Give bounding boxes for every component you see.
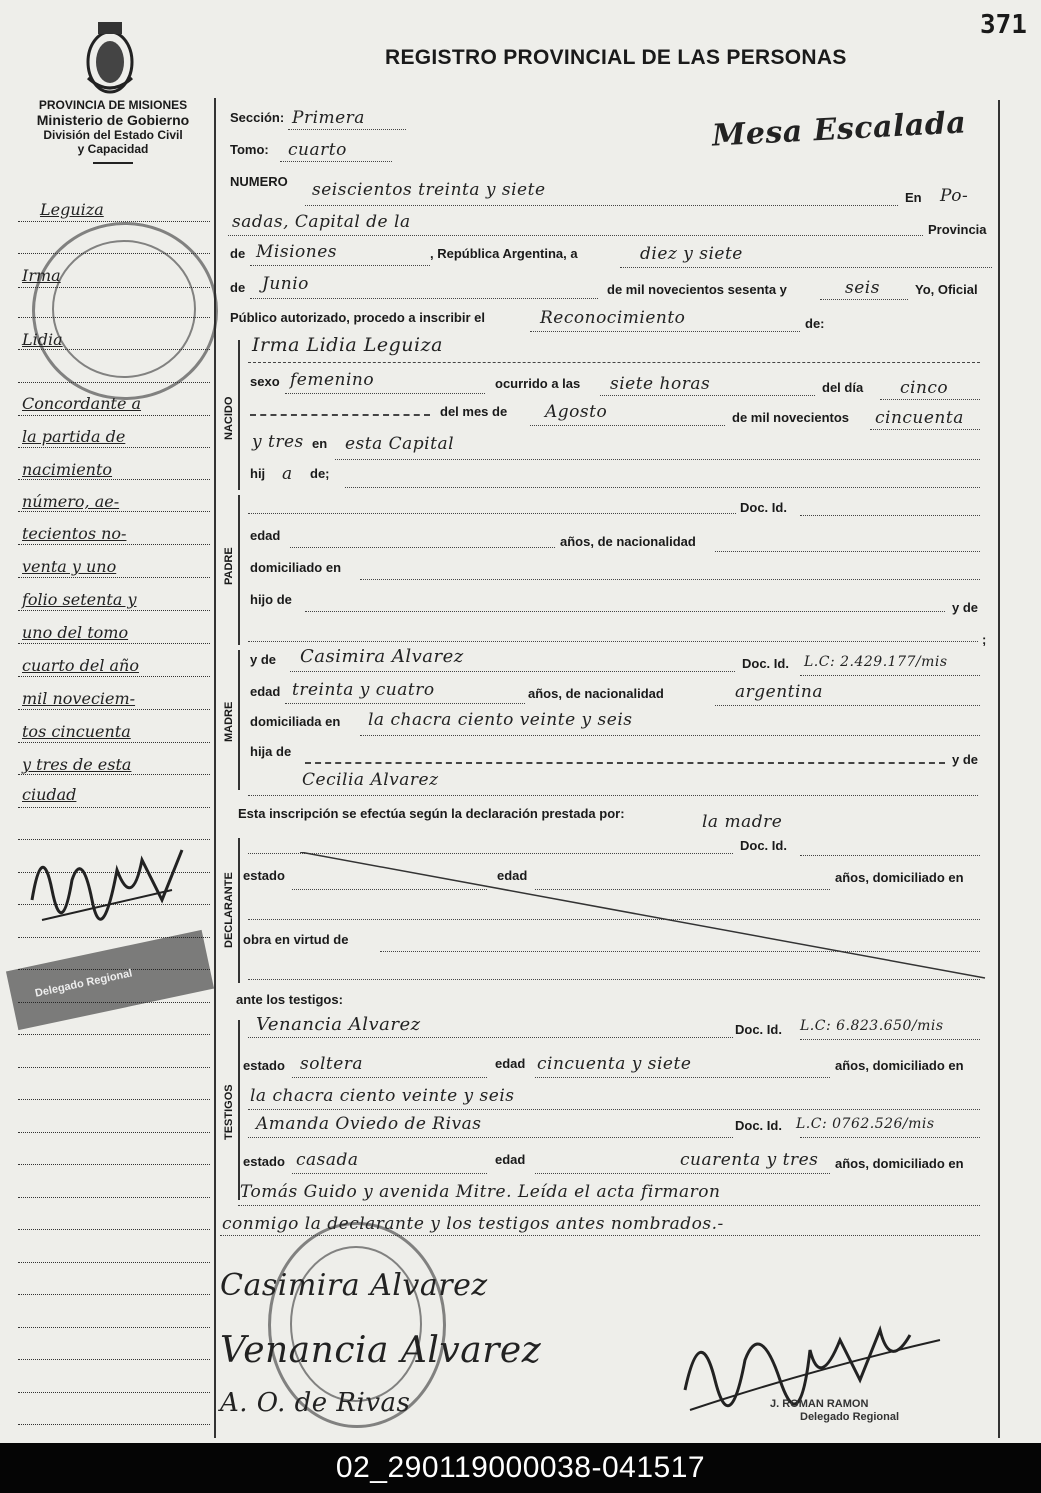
madre-nac-line	[715, 704, 980, 706]
testigo-1-domicilio-line	[248, 1108, 980, 1110]
lugar-line	[335, 458, 980, 460]
anio-value: seis	[845, 278, 880, 298]
madre-anios-label: años, de nacionalidad	[528, 686, 664, 701]
testigo-1-doc-line	[800, 1038, 980, 1040]
testigo-1-doc-label: Doc. Id.	[735, 1022, 782, 1037]
testigos-bracket	[238, 1020, 240, 1200]
testigo-2-doc-value: L.C: 0762.526/mis	[796, 1116, 935, 1132]
testigo-1-estado-line	[292, 1076, 487, 1078]
testigo-2-estado-value: casada	[296, 1150, 359, 1170]
seccion-label: Sección:	[230, 110, 285, 125]
issuer-ministry: Ministerio de Gobierno	[36, 112, 190, 128]
madre-yde-label-2: y de	[952, 752, 979, 767]
testigo-2-doc-line	[800, 1136, 980, 1138]
testigos-cierre: conmigo la declarante y los testigos antes nombrados.-	[222, 1214, 724, 1234]
testigo-1-nombre: Venancia Alvarez	[256, 1014, 421, 1035]
margin-note: folio setenta y	[22, 590, 137, 609]
nacido-nombre-line	[248, 362, 980, 363]
testigo-2-domicilio: Tomás Guido y avenida Mitre. Leída el acta firmaron	[240, 1182, 721, 1202]
republica-label: , República Argentina, a	[430, 246, 578, 261]
dia-value: diez y siete	[640, 244, 743, 264]
mil-label: de mil novecientos sesenta y	[607, 282, 787, 297]
declarante-section-label: DECLARANTE	[223, 872, 235, 948]
anio-nac-value-2: y tres	[252, 432, 304, 452]
madre-nacionalidad-value: argentina	[735, 682, 824, 702]
tomo-label: Tomo:	[230, 142, 269, 157]
madre-doc-value: L.C: 2.429.177/mis	[804, 654, 948, 670]
testigo-1-edad-label: edad	[495, 1056, 526, 1071]
dia-nac-value: cinco	[900, 378, 949, 398]
padre-hijo-label: hijo de	[250, 592, 292, 607]
madre-doc-label: Doc. Id.	[742, 656, 789, 671]
testigo-2-edad-value: cuarenta y tres	[680, 1150, 819, 1170]
margin-note: Irma	[22, 266, 61, 285]
signature-top: Mesa Escalada	[711, 105, 968, 154]
padre-hijo-line	[305, 610, 945, 612]
hij-line	[345, 486, 980, 488]
nacido-bracket	[238, 340, 240, 490]
issuer-divider	[93, 162, 133, 164]
margin-note: Lidia	[22, 330, 63, 349]
provincia-line	[250, 264, 430, 266]
official-stamp	[770, 1398, 899, 1424]
declarante-anios-label: años, domiciliado en	[835, 870, 964, 885]
margin-note: tecientos no-	[22, 524, 127, 543]
declaracion-doc-label: Doc. Id.	[740, 838, 787, 853]
dia-line	[620, 266, 992, 268]
dia-nac-line	[880, 398, 980, 400]
madre-yde-label: y de	[250, 652, 277, 667]
padre-bracket	[238, 495, 240, 645]
anio-line	[820, 298, 908, 300]
provincia-label: Provincia	[928, 222, 987, 237]
hora-line	[600, 394, 815, 396]
de-label-2: de	[230, 280, 246, 295]
testigo-2-doc-label: Doc. Id.	[735, 1118, 782, 1133]
testigo-2-anios-label: años, domiciliado en	[835, 1156, 964, 1171]
ocurrido-label: ocurrido a las	[495, 376, 581, 391]
nacido-nombre: Irma Lidia Leguiza	[252, 334, 443, 356]
issuer-division: División del Estado Civil	[43, 128, 183, 142]
padre-nombre-line	[248, 512, 736, 514]
margin-note: Leguiza	[40, 200, 104, 219]
testigo-2-estado-line	[292, 1172, 487, 1174]
madre-nombre-line	[290, 670, 735, 672]
declaracion-value: la madre	[702, 812, 783, 832]
madre-hija-label: hija de	[250, 744, 292, 759]
seccion-value: Primera	[292, 108, 365, 128]
madre-edad-value: treinta y cuatro	[292, 680, 435, 700]
testigo-2-nombre-line	[248, 1136, 733, 1138]
acto-line	[530, 330, 800, 332]
issuer-capacity: y Capacidad	[77, 142, 149, 156]
testigo-1-nombre-line	[248, 1036, 733, 1038]
margin-note: tos cincuenta	[22, 722, 131, 741]
margin-note: nacimiento	[22, 460, 113, 479]
coat-of-arms-icon	[78, 18, 142, 98]
provincia-value: Misiones	[256, 242, 337, 262]
madre-de-madre: Cecilia Alvarez	[302, 770, 439, 790]
madre-de-madre-line	[248, 794, 978, 796]
madre-edad-label: edad	[250, 684, 281, 699]
margin-note: Concordante a	[22, 394, 142, 413]
de-label-3: de:	[805, 316, 825, 331]
signature-casimira: Casimira Alvarez	[220, 1268, 488, 1303]
en-value-1: Po-	[940, 186, 969, 206]
page-title: REGISTRO PROVINCIAL DE LAS PERSONAS	[385, 46, 847, 69]
numero-value: seiscientos treinta y siete	[312, 180, 546, 200]
madre-domicilio-label: domiciliada en	[250, 714, 341, 729]
testigo-1-edad-value: cincuenta y siete	[537, 1054, 692, 1074]
declaracion-label: Esta inscripción se efectúa según la declaración prestada por:	[238, 806, 625, 821]
margin-stamp	[6, 930, 214, 1030]
testigo-2-edad-label: edad	[495, 1152, 526, 1167]
en-label: En	[905, 190, 922, 205]
strike-through-line	[300, 852, 990, 982]
margin-note: uno del tomo	[22, 623, 129, 642]
anio-nac-value-1: cincuenta	[875, 408, 964, 428]
margin-signature-icon	[22, 830, 202, 940]
en-line	[228, 234, 923, 236]
padre-doc-line	[800, 514, 980, 516]
lugar-value: esta Capital	[345, 434, 455, 454]
mes-nac-line	[530, 424, 725, 426]
testigo-2-nombre: Amanda Oviedo de Rivas	[256, 1114, 482, 1134]
testigo-1-estado-value: soltera	[300, 1054, 364, 1074]
madre-domicilio-value: la chacra ciento veinte y seis	[368, 710, 633, 730]
margin-note: la partida de	[22, 427, 126, 446]
testigo-1-anios-label: años, domiciliado en	[835, 1058, 964, 1073]
mil-nac-label: de mil novecientos	[732, 410, 850, 425]
acto-value: Reconocimiento	[540, 308, 686, 328]
hora-value: siete horas	[610, 374, 711, 394]
hij-value: a	[282, 464, 293, 484]
declarante-estado-label: estado	[243, 868, 285, 883]
footer-id: 02_290119000038-041517	[0, 1443, 1041, 1493]
tomo-value: cuarto	[288, 140, 347, 160]
mes-line	[250, 297, 598, 299]
padre-domicilio-line	[360, 578, 980, 580]
declarante-bracket	[238, 838, 240, 983]
tomo-line	[280, 160, 392, 162]
issuer-province: PROVINCIA DE MISIONES	[38, 98, 188, 112]
padre-section-label: PADRE	[223, 547, 235, 585]
page-number: 371	[980, 10, 1027, 40]
numero-line	[305, 204, 898, 206]
official-stamp-title: Delegado Regional	[800, 1411, 900, 1423]
testigo-2-edad-line	[535, 1172, 830, 1174]
madre-edad-line	[285, 702, 525, 704]
sexo-value: femenino	[290, 370, 375, 390]
seccion-line	[288, 128, 406, 130]
testigo-1-domicilio: la chacra ciento veinte y seis	[250, 1086, 515, 1106]
margin-note: mil noveciem-	[22, 689, 136, 708]
official-stamp-name: J. ROMAN RAMON	[770, 1398, 869, 1410]
margin-note: número, ae-	[22, 492, 120, 511]
padre-domicilio-label: domiciliado en	[250, 560, 342, 575]
padre-anios-label: años, de nacionalidad	[560, 534, 696, 549]
nacido-section-label: NACIDO	[223, 396, 235, 440]
de-nac-label: de;	[310, 466, 330, 481]
del-mes-label: del mes de	[440, 404, 508, 419]
testigo-1-estado-label: estado	[243, 1058, 285, 1073]
numero-label: NUMERO	[230, 174, 288, 189]
padre-nac-line	[715, 550, 980, 552]
de-label-1: de	[230, 246, 246, 261]
margin-note: y tres de esta	[22, 755, 132, 774]
hij-label: hij	[250, 466, 266, 481]
madre-domicilio-line	[360, 734, 980, 736]
padre-semicolon: ;	[982, 632, 987, 647]
oficial-label: Yo, Oficial	[915, 282, 978, 297]
issuer-block	[10, 98, 216, 164]
en-value-2: sadas, Capital de la	[232, 212, 411, 232]
madre-bracket	[238, 650, 240, 790]
blank-dash	[250, 414, 430, 416]
padre-yde-label: y de	[952, 600, 979, 615]
round-stamp-margin-inner	[52, 240, 196, 378]
margin-note: cuarto del año	[22, 656, 139, 675]
padre-edad-label: edad	[250, 528, 281, 543]
padre-doc-label: Doc. Id.	[740, 500, 787, 515]
en-nac-label: en	[312, 436, 328, 451]
testigo-1-doc-value: L.C: 6.823.650/mis	[800, 1018, 944, 1034]
testigos-section-label: TESTIGOS	[223, 1084, 235, 1140]
madre-nombre: Casimira Alvarez	[300, 646, 464, 667]
testigo-2-estado-label: estado	[243, 1154, 285, 1169]
padre-edad-line	[290, 546, 555, 548]
margin-stamp-text: Delegado Regional	[33, 967, 134, 1000]
madre-hija-line	[305, 762, 945, 764]
margin-note: venta y uno	[22, 557, 117, 576]
anio-nac-line	[870, 428, 980, 430]
declarante-edad-label: edad	[497, 868, 528, 883]
del-dia-label: del día	[822, 380, 864, 395]
sexo-label: sexo	[250, 374, 280, 389]
testigo-2-domicilio-line	[238, 1204, 980, 1206]
declarante-obra-label: obra en virtud de	[243, 932, 349, 947]
madre-doc-line	[800, 674, 980, 676]
publico-label: Público autorizado, procedo a inscribir el	[230, 310, 485, 325]
sexo-line	[285, 392, 485, 394]
testigo-1-edad-line	[535, 1076, 830, 1078]
testigos-ante-label: ante los testigos:	[236, 992, 343, 1007]
right-border	[998, 100, 1000, 1438]
margin-note: ciudad	[22, 785, 77, 804]
mes-nac-value: Agosto	[545, 402, 608, 422]
madre-section-label: MADRE	[223, 701, 235, 742]
mes-value: Junio	[262, 274, 309, 294]
signature-venancia: Venancia Alvarez	[220, 1330, 542, 1371]
padre-yde-line	[248, 640, 978, 642]
signature-rivas: A. O. de Rivas	[220, 1388, 411, 1418]
